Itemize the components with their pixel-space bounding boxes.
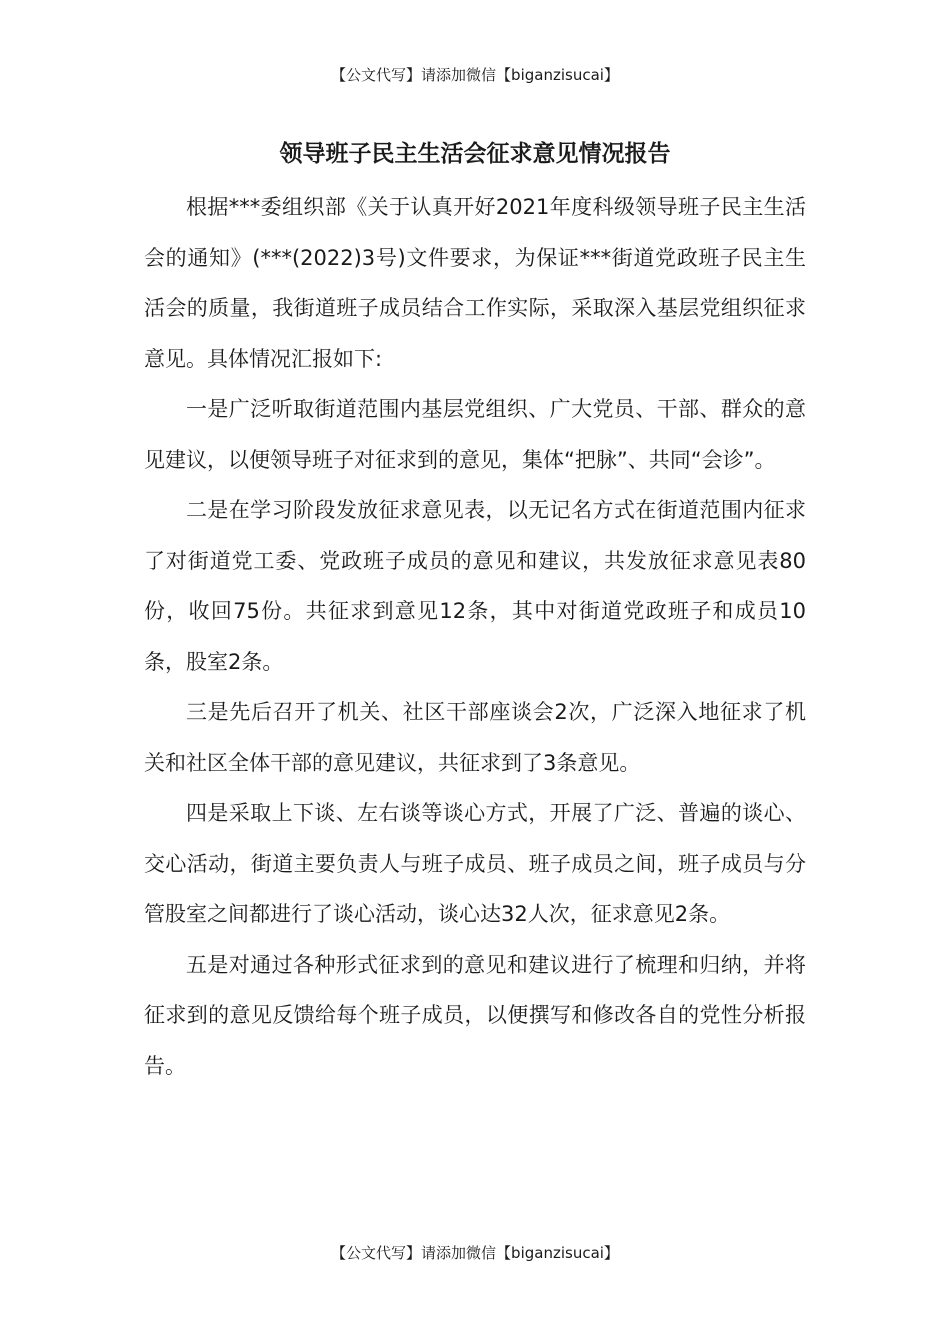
header-note: 【公文代写】请添加微信【biganzisucai】 [331, 66, 619, 84]
document-title: 领导班子民主生活会征求意见情况报告 [279, 141, 671, 167]
paragraph-intro: 根据***委组织部《关于认真开好2021年度科级领导班子民主生活会的通知》(***(2022)3号)文件要求，为保证***街道党政班子民主生活会的质量，我街道班子成员结合工作实际，采取深入基层党组织征求意见。具体情况汇报如下: [144, 195, 806, 371]
paragraph-item-3: 三是先后召开了机关、社区干部座谈会2次，广泛深入地征求了机关和社区全体干部的意见建议，共征求到了3条意见。 [144, 700, 806, 775]
document-body [144, 182, 806, 1091]
paragraph-item-4: 四是采取上下谈、左右谈等谈心方式，开展了广泛、普遍的谈心、交心活动，街道主要负责人与班子成员、班子成员之间，班子成员与分管股室之间都进行了谈心活动，谈心达32人次，征求意见2条。 [144, 801, 806, 926]
paragraph-item-5: 五是对通过各种形式征求到的意见和建议进行了梳理和归纳，并将征求到的意见反馈给每个班子成员，以便撰写和修改各自的党性分析报告。 [144, 952, 806, 1078]
paragraph-item-1: 一是广泛听取街道范围内基层党组织、广大党员、干部、群众的意见建议，以便领导班子对征求到的意见，集体“把脉”、共同“会诊”。 [144, 397, 806, 472]
footer-note: 【公文代写】请添加微信【biganzisucai】 [331, 1244, 619, 1262]
paragraph-item-2: 二是在学习阶段发放征求意见表，以无记名方式在街道范围内征求了对街道党工委、党政班子成员的意见和建议，共发放征求意见表80份，收回75份。共征求到意见12条，其中对街道党政班子和成员10条，股室2条。 [144, 498, 806, 674]
